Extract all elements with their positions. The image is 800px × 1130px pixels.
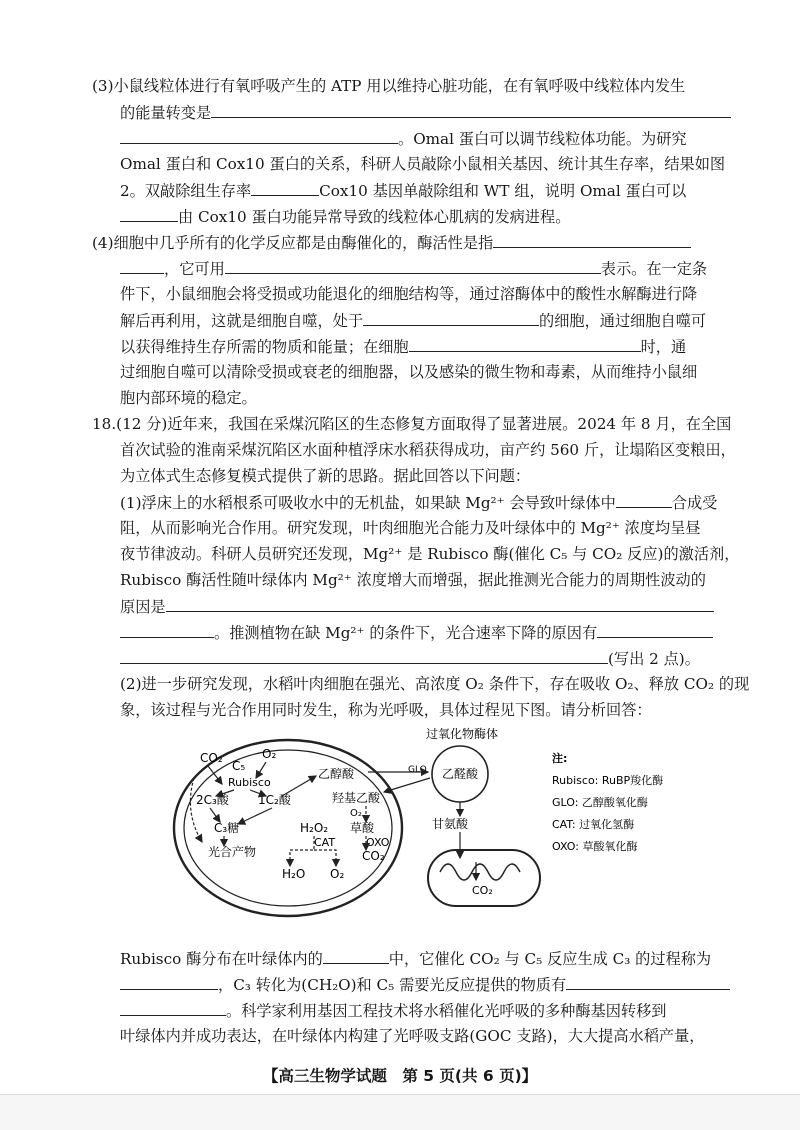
answer-blank[interactable]: [363, 310, 539, 326]
text-line: (1)浮床上的水稻根系可吸收水中的无机盐，如果缺 Mg²⁺ 会导致叶绿体中 合成受: [120, 494, 718, 512]
label-1c2-acid: 1C₂酸: [258, 793, 291, 807]
arrow: [282, 776, 316, 796]
note-glo: GLO: 乙醇酸氧化酶: [552, 796, 648, 809]
text-line: Omal 蛋白和 Cox10 蛋白的关系，科研人员敲除小鼠相关基因、统计其生存率，结果如图: [120, 155, 726, 173]
answer-blank[interactable]: [566, 974, 730, 990]
arrow: [238, 808, 272, 824]
mitochondrion: [428, 850, 540, 906]
label-product: 光合产物: [208, 845, 257, 859]
label-rubisco: Rubisco: [228, 776, 271, 789]
label-glyoxylate-chloroplast: 羟基乙酸: [332, 791, 381, 805]
text-line: 。科学家利用基因工程技术将水稻催化光呼吸的多种酶基因转移到: [120, 1000, 666, 1021]
label-co2-mito: CO₂: [472, 884, 493, 897]
text-line: 阻，从而影响光合作用。研究发现，叶肉细胞光合能力及叶绿体中的 Mg²⁺ 浓度均呈昼: [120, 519, 701, 537]
label-peroxisome: 过氧化物酶体: [426, 727, 499, 741]
mitochondrion-cristae: [440, 864, 520, 880]
text-line: 。Omal 蛋白可以调节线粒体功能。为研究: [120, 128, 687, 149]
label-co2: CO₂: [200, 751, 223, 765]
label-o2-bottom: O₂: [330, 867, 345, 881]
answer-blank[interactable]: [493, 232, 691, 248]
text-line: 叶绿体内并成功表达，在叶绿体内构建了光呼吸支路(GOC 支路)，大大提高水稻产量，: [120, 1027, 705, 1045]
text-line: 2。双敲除组生存率 Cox10 基因单敲除组和 WT 组，说明 Omal 蛋白可以: [120, 182, 687, 200]
page-footer: 【高三生物学试题 第 5 页(共 6 页)】: [262, 1067, 538, 1085]
text-line: 原因是: [120, 596, 714, 617]
note-cat: CAT: 过氧化氢酶: [552, 818, 635, 831]
note-rubisco: Rubisco: RuBP羧化酶: [552, 774, 664, 787]
bottom-band: [0, 1095, 800, 1130]
answer-blank[interactable]: [616, 492, 672, 508]
note-title: 注:: [552, 752, 568, 765]
text-line: (2)进一步研究发现，水稻叶肉细胞在强光、高浓度 O₂ 条件下，存在吸收 O₂、释放 CO₂ 的现: [120, 675, 750, 693]
answer-blank[interactable]: [120, 974, 218, 990]
label-c3-sugar: C₃糖: [214, 821, 240, 835]
answer-blank[interactable]: [120, 648, 608, 664]
arrow: [290, 836, 314, 866]
text-line: Rubisco 酶活性随叶绿体内 Mg²⁺ 浓度增大而增强，据此推测光合能力的周期性波动的: [120, 571, 706, 589]
text-line: 件下，小鼠细胞会将受损或功能退化的细胞结构等，通过溶酶体中的酸性水解酶进行降: [120, 285, 698, 303]
answer-blank[interactable]: [120, 1000, 226, 1016]
answer-blank[interactable]: [211, 102, 731, 118]
label-glo: GLO: [408, 765, 427, 775]
answer-blank[interactable]: [120, 622, 214, 638]
text-line: Rubisco 酶分布在叶绿体内的 中，它催化 CO₂ 与 C₅ 反应生成 C₃ 的过程称为: [120, 950, 712, 968]
arrow: [384, 778, 430, 792]
text-line: 解后再利用，这就是细胞自噬，处于 的细胞，通过细胞自噬可: [120, 312, 707, 330]
answer-blank[interactable]: [225, 258, 601, 274]
arrow: [210, 808, 220, 822]
label-cat: CAT: [314, 836, 336, 849]
question-18-heading: 18.(12 分)近年来，我国在采煤沉陷区的生态修复方面取得了显著进展。2024 年 8 月，在全国: [92, 415, 732, 433]
text-line: 过细胞自噬可以清除受损或衰老的细胞器，以及感染的微生物和毒素，从而维持小鼠细: [120, 363, 698, 381]
answer-blank[interactable]: [120, 206, 178, 222]
text-line: (写出 2 点)。: [120, 648, 700, 669]
answer-blank[interactable]: [120, 128, 398, 144]
arrow: [190, 778, 202, 842]
label-co2-chloroplast: CO₂: [362, 849, 385, 863]
photorespiration-diagram: [170, 722, 710, 944]
label-glyoxylate: 乙醛酸: [442, 767, 479, 781]
answer-blank[interactable]: [323, 948, 389, 964]
label-2c3-acid: 2C₃酸: [196, 793, 229, 807]
text-line: (3)小鼠线粒体进行有氧呼吸产生的 ATP 用以维持心脏功能，在有氧呼吸中线粒体内发生: [92, 77, 686, 95]
text-line: (4)细胞中几乎所有的化学反应都是由酶催化的，酶活性是指: [92, 232, 691, 253]
text-line: 为立体式生态修复模式提供了新的思路。据此回答以下问题：: [120, 467, 531, 485]
label-h2o: H₂O: [282, 867, 306, 881]
answer-blank[interactable]: [409, 336, 641, 352]
label-oxo: OXO: [366, 836, 390, 849]
label-o2-mid: O₂: [350, 808, 362, 819]
text-line: 夜节律波动。科研人员研究还发现，Mg²⁺ 是 Rubisco 酶(催化 C₅ 与 CO₂ 反应)的激活剂，: [120, 545, 740, 563]
text-line: 。推测植物在缺 Mg²⁺ 的条件下，光合速率下降的原因有: [120, 622, 713, 643]
label-glycolate: 乙醇酸: [318, 767, 355, 781]
arrow: [314, 850, 336, 866]
label-oxalate: 草酸: [350, 821, 375, 835]
answer-blank[interactable]: [166, 596, 714, 612]
text-line: ，C₃ 转化为(CH₂O)和 C₅ 需要光反应提供的物质有: [120, 974, 730, 995]
answer-blank[interactable]: [120, 258, 164, 274]
text-line: 象，该过程与光合作用同时发生，称为光呼吸，具体过程见下图。请分析回答：: [120, 701, 652, 719]
label-c5: C₅: [232, 759, 246, 773]
note-oxo: OXO: 草酸氧化酶: [552, 840, 638, 853]
label-h2o2: H₂O₂: [300, 821, 329, 835]
text-line: ，它可用 表示。在一定条: [120, 258, 707, 279]
text-line: 由 Cox10 蛋白功能异常导致的线粒体心肌病的发病进程。: [120, 206, 570, 227]
text-line: 的能量转变是: [120, 102, 731, 123]
answer-blank[interactable]: [597, 622, 713, 638]
text-line: 首次试验的淮南采煤沉陷区水面种植浮床水稻获得成功，亩产约 560 斤，让塌陷区变粮田，: [120, 441, 736, 459]
label-o2: O₂: [262, 747, 277, 761]
text-line: 胞内部环境的稳定。: [120, 389, 257, 407]
label-glycine: 甘氨酸: [432, 817, 469, 831]
answer-blank[interactable]: [251, 180, 319, 196]
text-line: 以获得维持生存所需的物质和能量；在细胞 时，通: [120, 338, 687, 356]
